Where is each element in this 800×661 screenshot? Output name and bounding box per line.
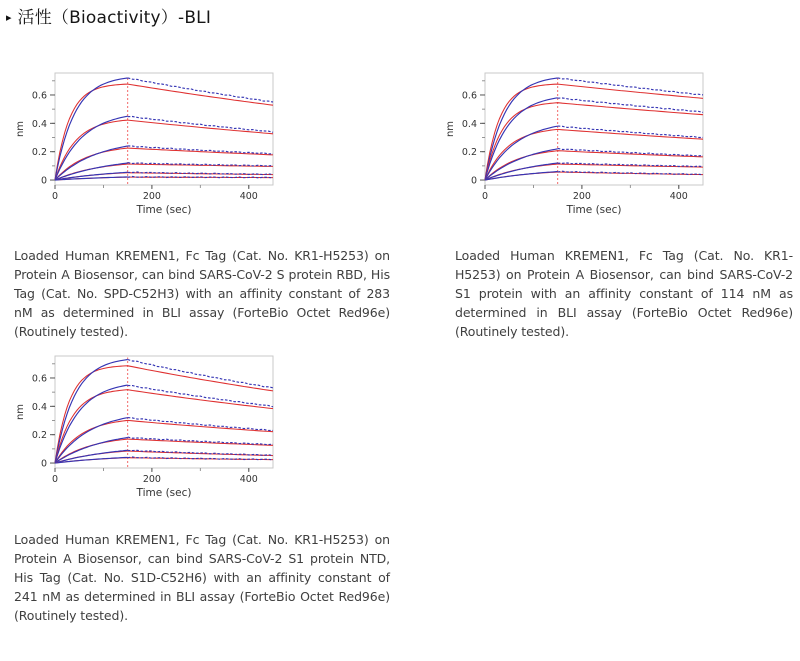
svg-text:Time (sec): Time (sec) (566, 204, 622, 216)
svg-text:200: 200 (572, 191, 591, 202)
svg-text:0.6: 0.6 (31, 90, 47, 102)
svg-text:nm: nm (15, 403, 26, 421)
bli-sensorgram-chart-s1-ntd (14, 345, 295, 503)
svg-text:0: 0 (481, 191, 489, 202)
svg-text:0.6: 0.6 (461, 90, 477, 102)
figure-caption-s1-ntd: Loaded Human KREMEN1, Fc Tag (Cat. No. KR1-H5253) on Protein A Biosensor, can bind SARS-CoV-2 S1 protein NTD, His Tag (Cat. No. S1D-C52H6) with an affinity constant of 241 nM as determined in BLI assay (ForteBio Octet Red96e) (Routinely tested). (14, 531, 390, 623)
figure-bli-chart-s1-ntd (14, 345, 295, 503)
section-header (6, 7, 211, 29)
svg-text:0.4: 0.4 (31, 118, 47, 130)
svg-text:400: 400 (239, 474, 258, 485)
collapse-arrow-icon[interactable]: ▸ (6, 11, 12, 24)
svg-text:nm: nm (15, 120, 26, 138)
svg-text:Time (sec): Time (sec) (136, 487, 192, 499)
svg-text:400: 400 (669, 191, 688, 202)
svg-text:200: 200 (142, 191, 161, 202)
svg-text:200: 200 (142, 474, 161, 485)
bli-sensorgram-chart-s1 (444, 62, 725, 220)
svg-text:0.4: 0.4 (461, 118, 477, 130)
figure-bli-chart-s1 (444, 62, 725, 220)
svg-text:0: 0 (40, 458, 47, 470)
svg-text:0.2: 0.2 (461, 147, 477, 159)
bli-sensorgram-chart-s-rbd (14, 62, 295, 220)
svg-text:0.2: 0.2 (31, 430, 47, 442)
svg-text:0.2: 0.2 (31, 147, 47, 159)
figure-caption-s-rbd: Loaded Human KREMEN1, Fc Tag (Cat. No. KR1-H5253) on Protein A Biosensor, can bind SARS-CoV-2 S protein RBD, His Tag (Cat. No. SPD-C52H3) with an affinity constant of 283 nM as determined in BLI assay (ForteBio Octet Red96e) (Routinely tested). (14, 247, 390, 339)
svg-text:nm: nm (445, 120, 456, 138)
svg-text:0.6: 0.6 (31, 373, 47, 385)
svg-text:0: 0 (40, 175, 47, 187)
svg-text:0: 0 (51, 474, 59, 485)
figure-bli-chart-s-rbd (14, 62, 295, 220)
svg-text:400: 400 (239, 191, 258, 202)
section-title: 活性（Bioactivity）-BLI (17, 8, 212, 28)
svg-text:0: 0 (51, 191, 59, 202)
svg-text:0.4: 0.4 (31, 401, 47, 413)
svg-text:Time (sec): Time (sec) (136, 204, 192, 216)
svg-text:0: 0 (470, 175, 477, 187)
figure-caption-s1: Loaded Human KREMEN1, Fc Tag (Cat. No. KR1-H5253) on Protein A Biosensor, can bind SARS-CoV-2 S1 protein with an affinity constant of 114 nM as determined in BLI assay (ForteBio Octet Red96e) (Routinely tested). (455, 247, 793, 339)
